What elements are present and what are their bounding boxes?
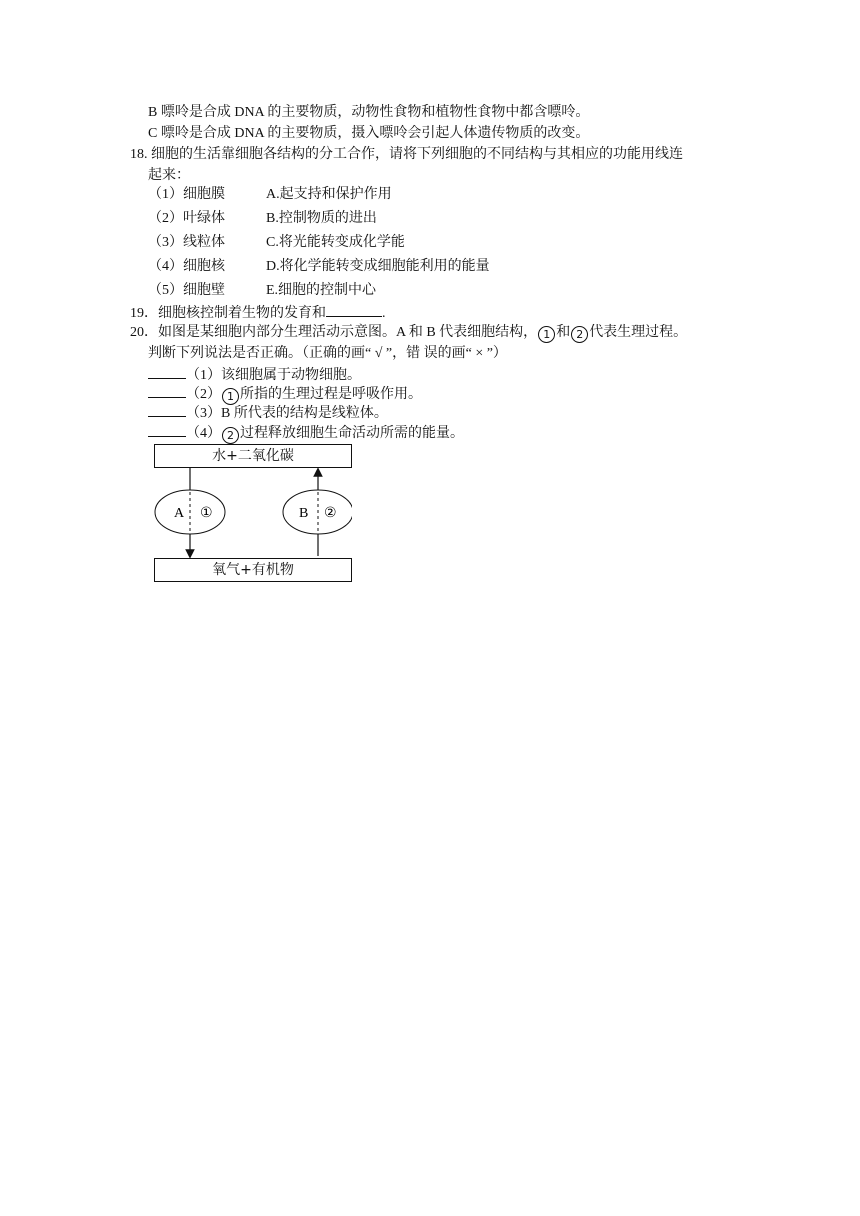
answer-blank[interactable] <box>148 383 186 398</box>
structure-item: （2）叶绿体 <box>148 211 225 226</box>
structure-item: （5）细胞壁 <box>148 283 225 298</box>
statement-text: （1）该细胞属于动物细胞。 <box>186 368 361 383</box>
function-item: E.细胞的控制中心 <box>266 283 377 298</box>
statement-text: （3）B 所代表的结构是线粒体。 <box>186 406 388 421</box>
option-c: C 嘌呤是合成 DNA 的主要物质，摄入嘌呤会引起人体遗传物质的改变。 <box>148 126 590 141</box>
option-b: B 嘌呤是合成 DNA 的主要物质，动物性食物和植物性食物中都含嘌呤。 <box>148 105 590 120</box>
diagram-arrows <box>154 444 352 582</box>
structure-item: （1）细胞膜 <box>148 187 225 202</box>
q20-stem-b: 和 <box>556 325 571 340</box>
label-a: A <box>174 506 185 521</box>
function-item: D.将化学能转变成细胞能利用的能量 <box>266 259 490 274</box>
answer-blank[interactable] <box>148 402 186 417</box>
circled-one-icon: 1 <box>538 326 555 343</box>
function-item: C.将光能转变成化学能 <box>266 235 405 250</box>
statement-text: （2） <box>186 387 221 402</box>
statement-text: （4） <box>186 426 221 441</box>
process-1-label: ① <box>200 505 213 521</box>
function-item: B.控制物质的进出 <box>266 211 377 226</box>
q20-stem-1 <box>130 323 687 343</box>
q20-statement-4 <box>148 422 464 444</box>
q18-stem-2: 起来： <box>148 168 190 183</box>
cell-activity-diagram <box>154 444 352 582</box>
q18-stem-1: 18. 细胞的生活靠细胞各结构的分工合作，请将下列细胞的不同结构与其相应的功能用线连 <box>130 147 683 162</box>
q19-end: . <box>382 306 386 321</box>
function-item: A.起支持和保护作用 <box>266 187 392 202</box>
structure-item: （4）细胞核 <box>148 259 225 274</box>
q20-stem-2: 判断下列说法是否正确。（正确的画“ √ ”，错 误的画“ × ”） <box>148 346 507 361</box>
q20-stem-c: 代表生理过程。 <box>589 325 688 340</box>
structure-item: （3）线粒体 <box>148 235 225 250</box>
q20-statement-3 <box>148 402 388 424</box>
statement-text: 所指的生理过程是呼吸作用。 <box>240 387 422 402</box>
q19-answer-blank[interactable] <box>326 302 382 317</box>
q19-line <box>130 302 386 324</box>
circled-two-icon: 2 <box>222 427 239 444</box>
q20-stem-a: 20．如图是某细胞内部分生理活动示意图。A 和 B 代表细胞结构， <box>130 325 538 340</box>
water-co2-box: 水+二氧化碳 <box>154 444 352 468</box>
process-2-label: ② <box>324 505 337 521</box>
circled-one-icon: 1 <box>222 388 239 405</box>
answer-blank[interactable] <box>148 364 186 379</box>
label-b: B <box>299 506 309 521</box>
circled-two-icon: 2 <box>571 326 588 343</box>
statement-text: 过程释放细胞生命活动所需的能量。 <box>240 426 464 441</box>
oxygen-organic-box: 氧气+有机物 <box>154 558 352 582</box>
answer-blank[interactable] <box>148 422 186 437</box>
q19-stem: 19．细胞核控制着生物的发育和 <box>130 306 326 321</box>
